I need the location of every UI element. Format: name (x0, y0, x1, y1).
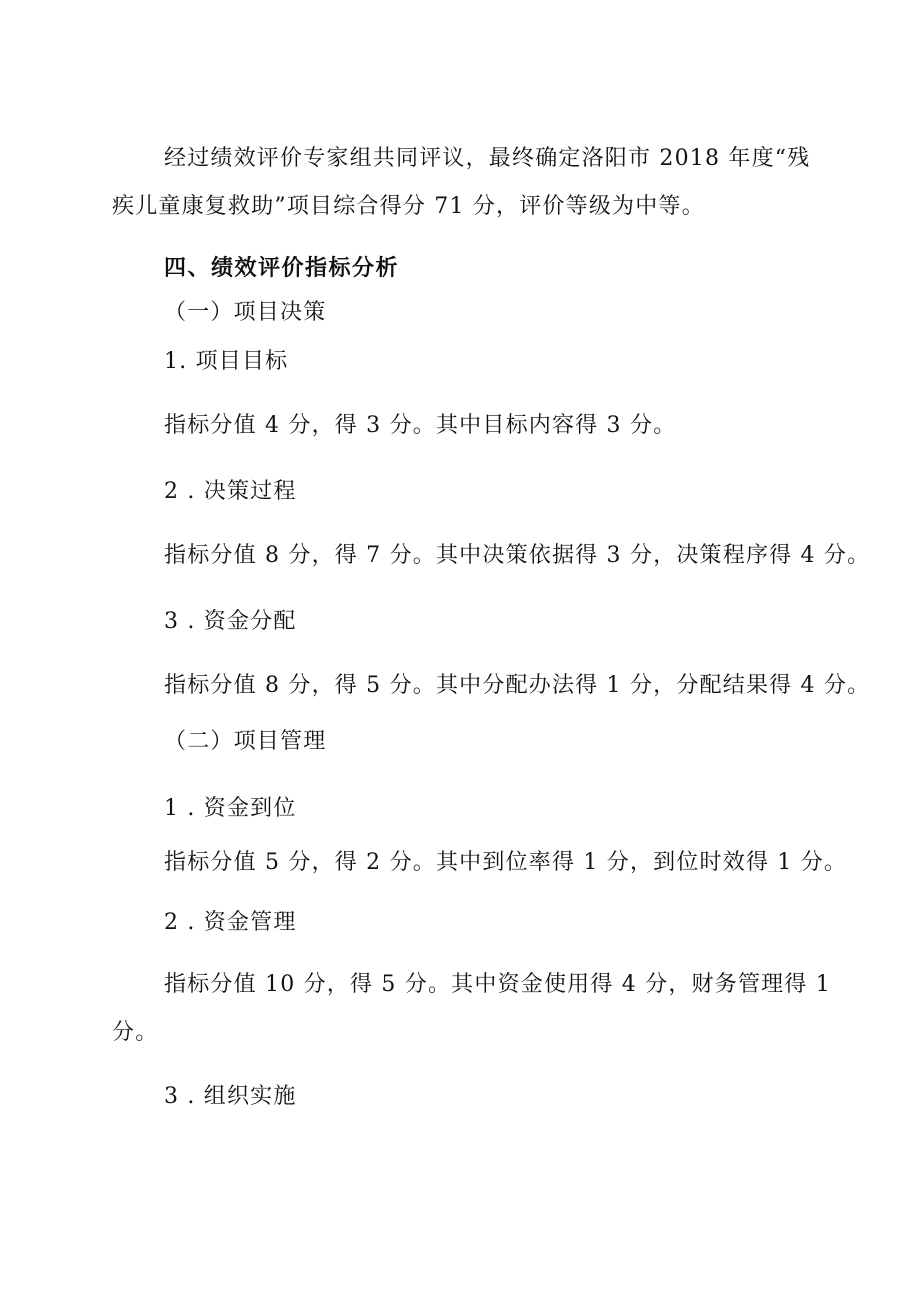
intro-paragraph-line-2: 疾儿童康复救助”项目综合得分 71 分，评价等级为中等。 (112, 194, 705, 219)
subsection-title-management: （二）项目管理 (164, 729, 327, 754)
item-text-decision-process: 指标分值 8 分，得 7 分。其中决策依据得 3 分，决策程序得 4 分。 (164, 543, 871, 568)
section-heading: 四、绩效评价指标分析 (164, 256, 400, 281)
item-text-fund-management-cont: 分。 (112, 1020, 159, 1045)
subsection-title-decision: （一）项目决策 (164, 300, 327, 325)
item-text-fund-arrival: 指标分值 5 分，得 2 分。其中到位率得 1 分，到位时效得 1 分。 (164, 850, 848, 875)
item-label-implementation: 3 . 组织实施 (164, 1084, 297, 1109)
item-label-project-goal: 1. 项目目标 (164, 349, 289, 374)
intro-paragraph-line-1: 经过绩效评价专家组共同评议，最终确定洛阳市 2018 年度“残 (164, 146, 811, 171)
item-label-decision-process: 2 . 决策过程 (164, 479, 297, 504)
item-text-fund-allocation: 指标分值 8 分，得 5 分。其中分配办法得 1 分，分配结果得 4 分。 (164, 673, 871, 698)
item-label-fund-arrival: 1 . 资金到位 (164, 796, 297, 821)
item-text-fund-management: 指标分值 10 分，得 5 分。其中资金使用得 4 分，财务管理得 1 (164, 972, 831, 997)
item-label-fund-allocation: 3 . 资金分配 (164, 609, 297, 634)
item-label-fund-management: 2 . 资金管理 (164, 910, 297, 935)
item-text-project-goal: 指标分值 4 分，得 3 分。其中目标内容得 3 分。 (164, 413, 677, 438)
